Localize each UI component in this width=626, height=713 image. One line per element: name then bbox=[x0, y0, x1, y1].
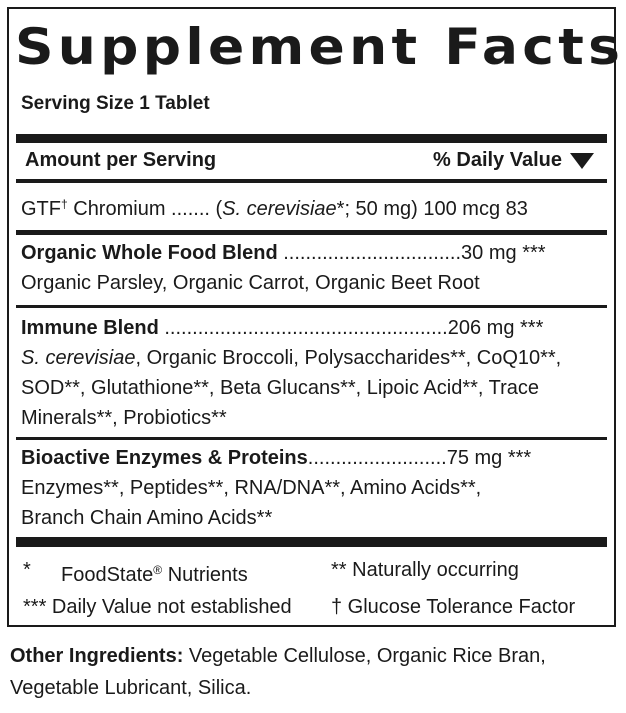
foodstate-text: FoodState bbox=[61, 564, 154, 586]
column-header bbox=[25, 149, 594, 175]
immune-desc-2: SOD**, Glutathione**, Beta Glucans**, Lipoic Acid**, Trace bbox=[21, 377, 540, 399]
dagger-mark: † bbox=[61, 197, 68, 211]
immune-desc-1 bbox=[21, 343, 604, 373]
gtf-label: GTF bbox=[21, 198, 61, 220]
footnote-star: * bbox=[23, 559, 31, 581]
thick-divider bbox=[16, 537, 607, 547]
immune-dots: ................................................... bbox=[158, 317, 448, 339]
serving-size: Serving Size 1 Tablet bbox=[21, 93, 210, 114]
thin-divider bbox=[16, 305, 607, 308]
organic-dots: ................................ bbox=[277, 242, 462, 264]
bioactive-dots: ......................... bbox=[307, 447, 447, 469]
chromium-label: Chromium ....... ( bbox=[67, 198, 223, 220]
bioactive-amount: 75 mg *** bbox=[446, 447, 532, 469]
organic-blend-row bbox=[21, 238, 604, 268]
other-ingredients-label: Other Ingredients: bbox=[10, 645, 184, 667]
registered-mark: ® bbox=[153, 563, 163, 577]
footnote-foodstate bbox=[61, 557, 248, 588]
immune-amount: 206 mg *** bbox=[447, 317, 544, 339]
bioactive-name: Bioactive Enzymes & Proteins bbox=[21, 447, 308, 469]
panel-title: Supplement Facts bbox=[15, 18, 625, 76]
organic-blend-name: Organic Whole Food Blend bbox=[21, 242, 278, 264]
thin-divider bbox=[16, 437, 607, 440]
s-cerevisiae-text: S. cerevisiae bbox=[21, 347, 136, 369]
thick-divider bbox=[16, 134, 607, 143]
footnote-naturally: ** Naturally occurring bbox=[331, 559, 519, 581]
chromium-amount: *; 50 mg) 100 mcg 83 bbox=[336, 198, 528, 220]
gtf-chromium-row bbox=[21, 189, 604, 224]
medium-divider bbox=[16, 179, 607, 183]
supplement-facts-panel bbox=[7, 7, 625, 627]
other-ingredients bbox=[10, 640, 610, 704]
immune-blend-row bbox=[21, 313, 604, 343]
s-cerevisiae-text: S. cerevisiae bbox=[222, 198, 337, 220]
thin-divider bbox=[16, 230, 607, 235]
footnote-dagger: † Glucose Tolerance Factor bbox=[331, 596, 576, 618]
bioactive-row bbox=[21, 443, 604, 473]
immune-desc-1-text: , Organic Broccoli, Polysaccharides**, CoQ10**, bbox=[135, 347, 562, 369]
daily-value-label: % Daily Value bbox=[433, 149, 562, 171]
triangle-down-icon bbox=[570, 153, 594, 169]
other-ingredients-line-1: Vegetable Cellulose, Organic Rice Bran, bbox=[183, 645, 546, 667]
organic-amount: 30 mg *** bbox=[461, 242, 546, 264]
nutrients-text: Nutrients bbox=[162, 564, 248, 586]
amount-per-serving-header: Amount per Serving bbox=[25, 149, 217, 171]
bioactive-desc-1: Enzymes**, Peptides**, RNA/DNA**, Amino Acids**, bbox=[21, 477, 482, 499]
other-ingredients-line-2: Vegetable Lubricant, Silica. bbox=[10, 677, 252, 699]
organic-blend-desc: Organic Parsley, Organic Carrot, Organic Beet Root bbox=[21, 272, 480, 294]
immune-desc-3: Minerals**, Probiotics** bbox=[21, 407, 227, 429]
immune-blend-name: Immune Blend bbox=[21, 317, 159, 339]
bioactive-desc-2: Branch Chain Amino Acids** bbox=[21, 507, 273, 529]
daily-value-header bbox=[433, 149, 594, 175]
footnote-dv: *** Daily Value not established bbox=[23, 596, 292, 618]
